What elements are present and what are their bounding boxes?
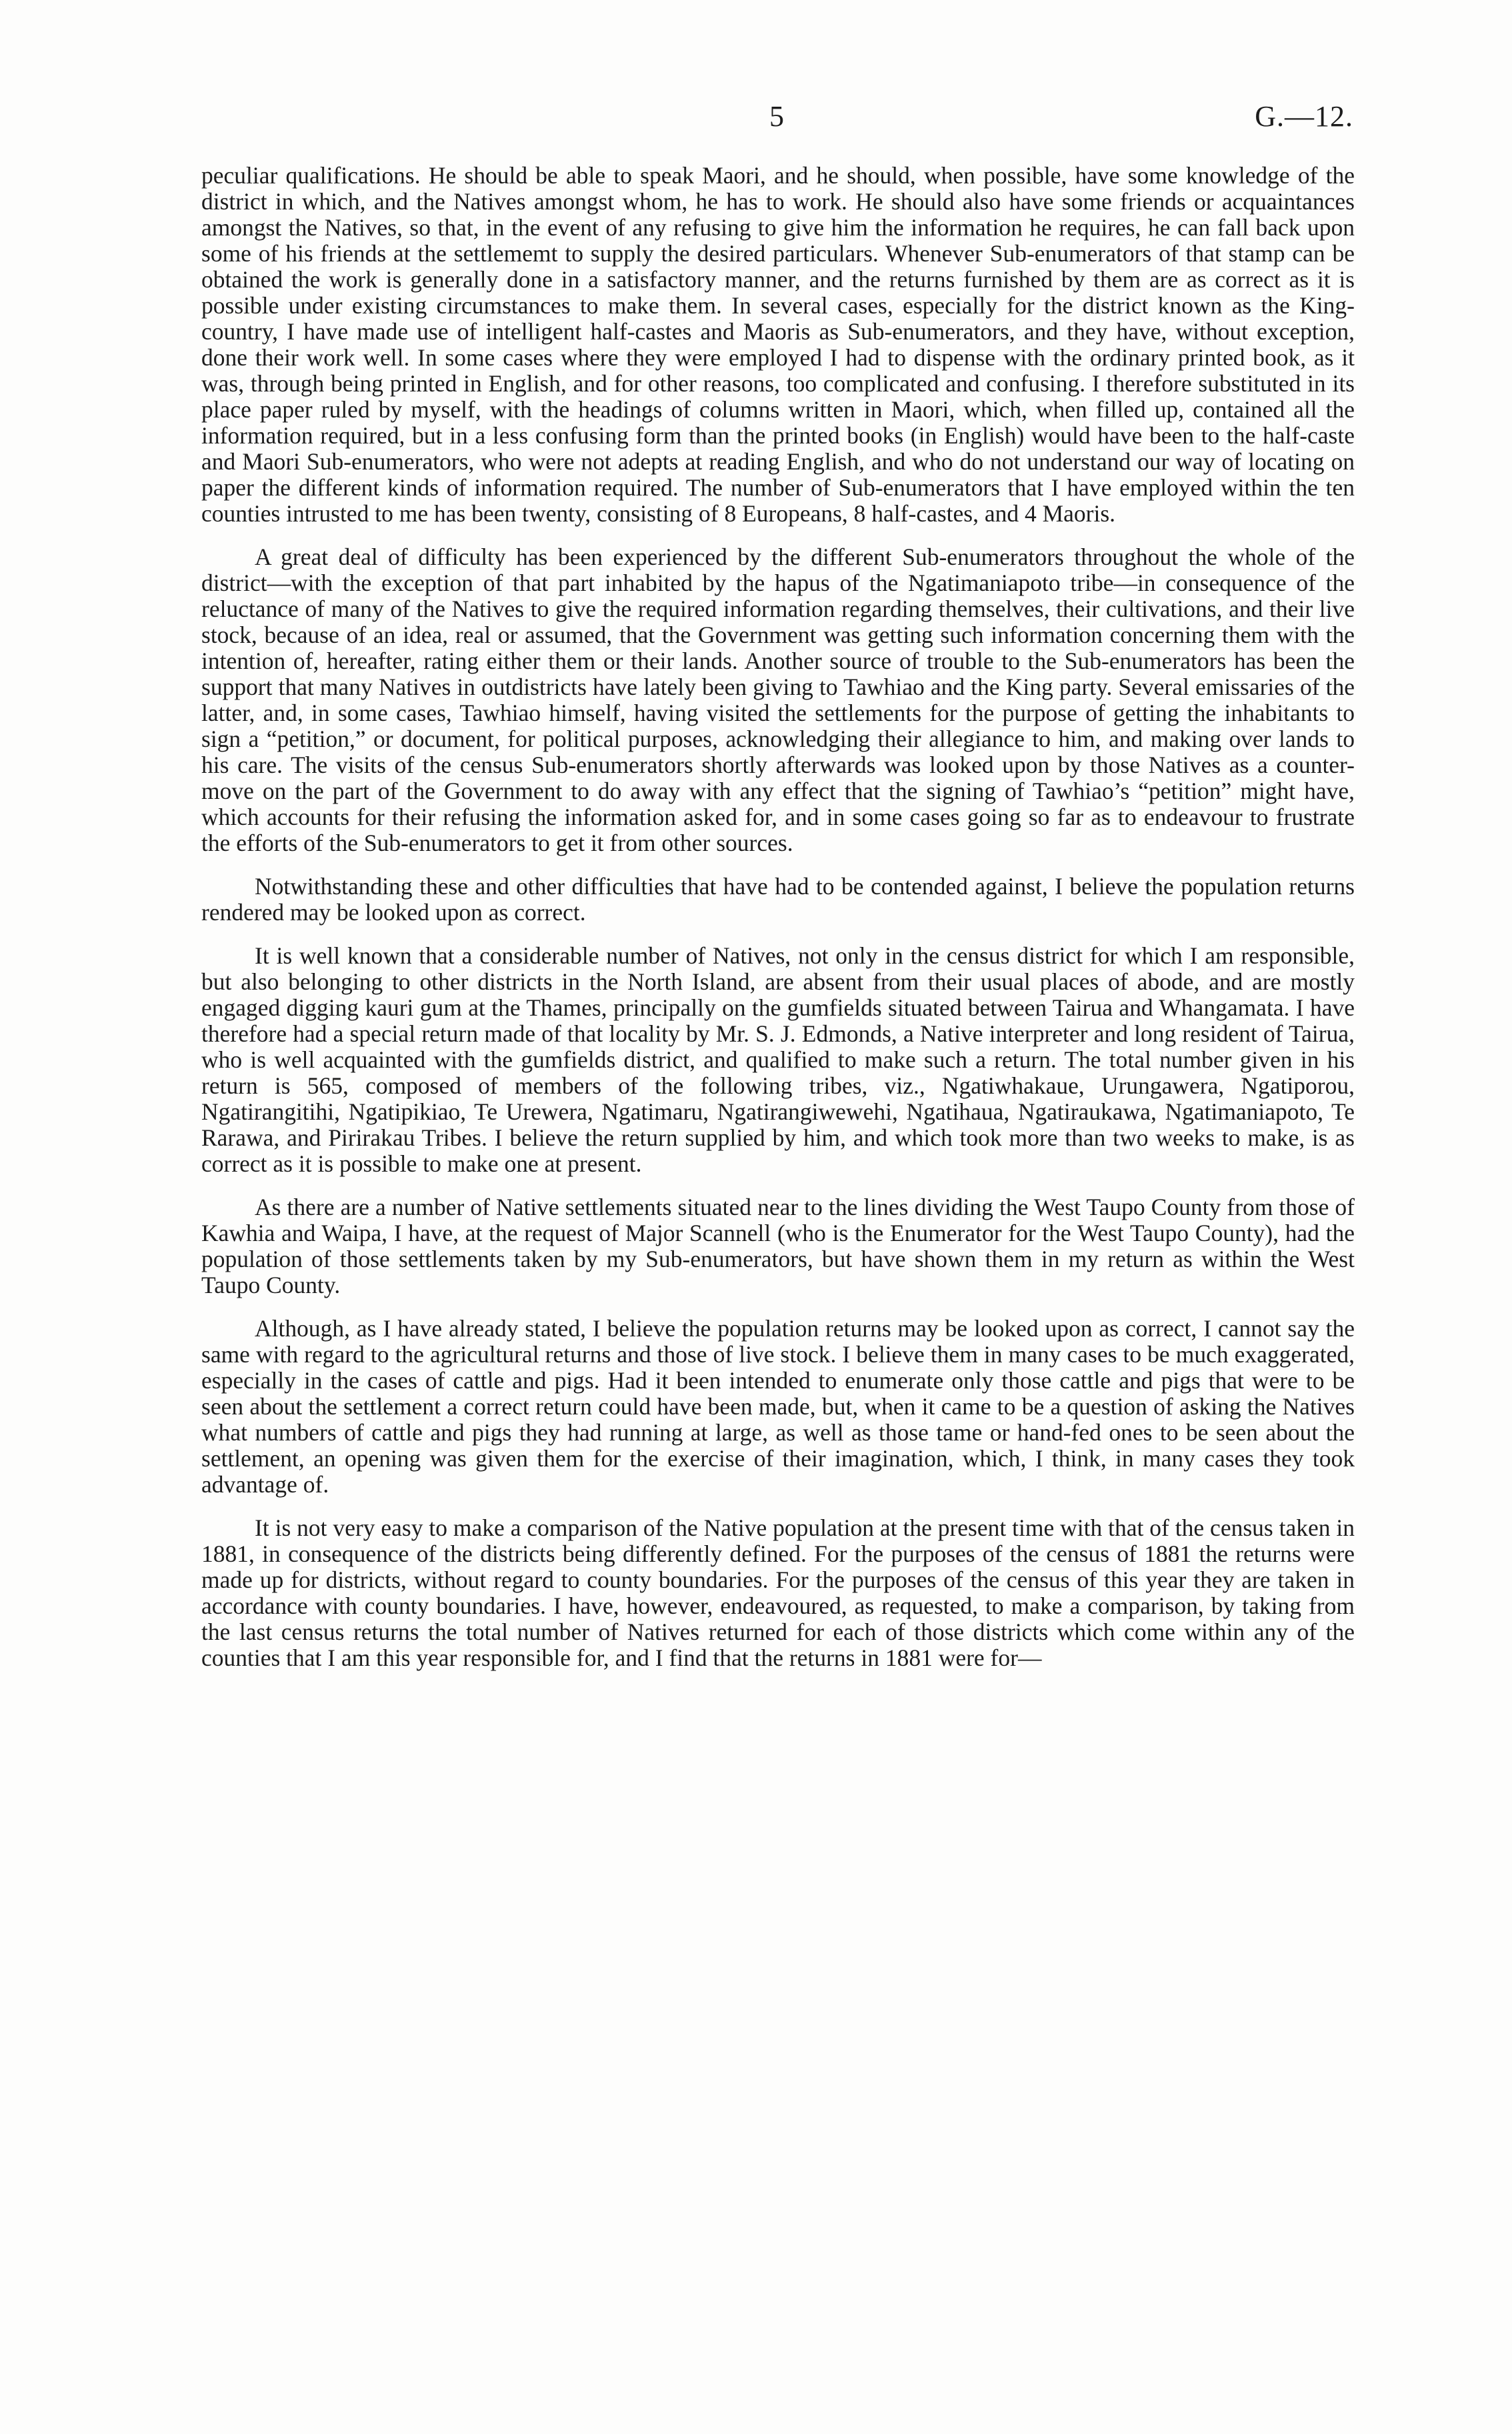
paragraph-difficulties: A great deal of difficulty has been experienced by the different Sub-enumerators throughout the whole of the district—with the exception of that part inhabited by the hapus of the Ngatimaniapoto tribe—in consequence of the reluctance of many of the Natives to give the required information regarding themselves, their cultivations, and their live stock, because of an idea, real or assumed, that the Government was getting such information concerning them with the intention of, hereafter, rating either them or their lands. Another source of trouble to the Sub-enumerators has been the support that many Natives in outdistricts have lately been giving to Tawhiao and the King party. Several emissaries of the latter, and, in some cases, Tawhiao himself, having visited the settlements for the purpose of getting the inhabitants to sign a “petition,” or document, for political purposes, acknowledging their allegiance to him, and making over lands to his care. The visits of the census Sub-enumerators shortly afterwards was looked upon by those Natives as a counter-move on the part of the Government to do away with any effect that the signing of Tawhiao’s “petition” might have, which accounts for their refusing the information asked for, and in some cases going so far as to endeavour to frustrate the efforts of the Sub-enumerators to get it from other sources. — [201, 543, 1355, 856]
body-text — [201, 163, 1355, 1688]
paragraph-gumfields: It is well known that a considerable number of Natives, not only in the census district for which I am responsible, but also belonging to other districts in the North Island, are absent from their usual places of abode, and are mostly engaged digging kauri gum at the Thames, principally on the gumfields situated between Tairua and Whangamata. I have therefore had a special return made of that locality by Mr. S. J. Edmonds, a Native interpreter and long resident of Tairua, who is well acquainted with the gumfields district, and qualified to make such a return. The total number given in his return is 565, composed of members of the following tribes, viz., Ngatiwhakaue, Urungawera, Ngatiporou, Ngatirangitihi, Ngatipikiao, Te Urewera, Ngatimaru, Ngatirangiwewehi, Ngatihaua, Ngatiraukawa, Ngatimaniapoto, Te Rarawa, and Pirirakau Tribes. I believe the return supplied by him, and which took more than two weeks to make, is as correct as it is possible to make one at present. — [201, 942, 1355, 1177]
page-number: 5 — [769, 100, 784, 133]
paragraph-qualifications: peculiar qualifications. He should be able to speak Maori, and he should, when possible, have some knowledge of the district in which, and the Natives amongst whom, he has to work. He should also have some friends or acquaintances amongst the Natives, so that, in the event of any refusing to give him the information he requires, he can fall back upon some of his friends at the settlememt to supply the desired particulars. Whenever Sub-enumerators of that stamp can be obtained the work is generally done in a satisfactory manner, and the returns furnished by them are as correct as it is possible under existing circumstances to make them. In several cases, especially for the district known as the King-country, I have made use of intelligent half-castes and Maoris as Sub-enumerators, and they have, without exception, done their work well. In some cases where they were employed I had to dispense with the ordinary printed book, as it was, through being printed in English, and for other reasons, too complicated and confusing. I therefore substituted in its place paper ruled by myself, with the headings of columns written in Maori, which, when filled up, contained all the information required, but in a less confusing form than the printed books (in English) would have been to the half-caste and Maori Sub-enumerators, who were not adepts at reading English, and who do not understand our way of locating on paper the different kinds of information required. The number of Sub-enumerators that I have employed within the ten counties intrusted to me has been twenty, consisting of 8 Europeans, 8 half-castes, and 4 Maoris. — [201, 162, 1355, 527]
document-reference: G.—12. — [1255, 100, 1353, 133]
paragraph-live-stock: Although, as I have already stated, I believe the population returns may be looked upon as correct, I cannot say the same with regard to the agricultural returns and those of live stock. I believe them in many cases to be much exaggerated, especially in the cases of cattle and pigs. Had it been intended to enumerate only those cattle and pigs that were to be seen about the settlement a correct return could have been made, but, when it came to be a question of asking the Natives what numbers of cattle and pigs they had running at large, as well as those tame or hand-fed ones to be seen about the settlement, an opening was given them for the exercise of their imagination, which, I think, in many cases they took advantage of. — [201, 1315, 1355, 1498]
page-header — [200, 93, 1353, 140]
paragraph-comparison: It is not very easy to make a comparison of the Native population at the present time with that of the census taken in 1881, in consequence of the districts being differently defined. For the purposes of the census of 1881 the returns were made up for districts, without regard to county boundaries. For the purposes of the census of this year they are taken in accordance with county boundaries. I have, however, endeavoured, as requested, to make a comparison, by taking from the last census returns the total number of Natives returned for each of those districts which come within any of the counties that I am this year responsible for, and I find that the returns in 1881 were for— — [201, 1514, 1355, 1671]
paragraph-returns-correct: Notwithstanding these and other difficulties that have had to be contended against, I believe the population returns rendered may be looked upon as correct. — [201, 873, 1355, 926]
paragraph-west-taupo: As there are a number of Native settlements situated near to the lines dividing the West Taupo County from those of Kawhia and Waipa, I have, at the request of Major Scannell (who is the Enumerator for the West Taupo County), had the population of those settlements taken by my Sub-enumerators, but have shown them in my return as within the West Taupo County. — [201, 1194, 1355, 1298]
